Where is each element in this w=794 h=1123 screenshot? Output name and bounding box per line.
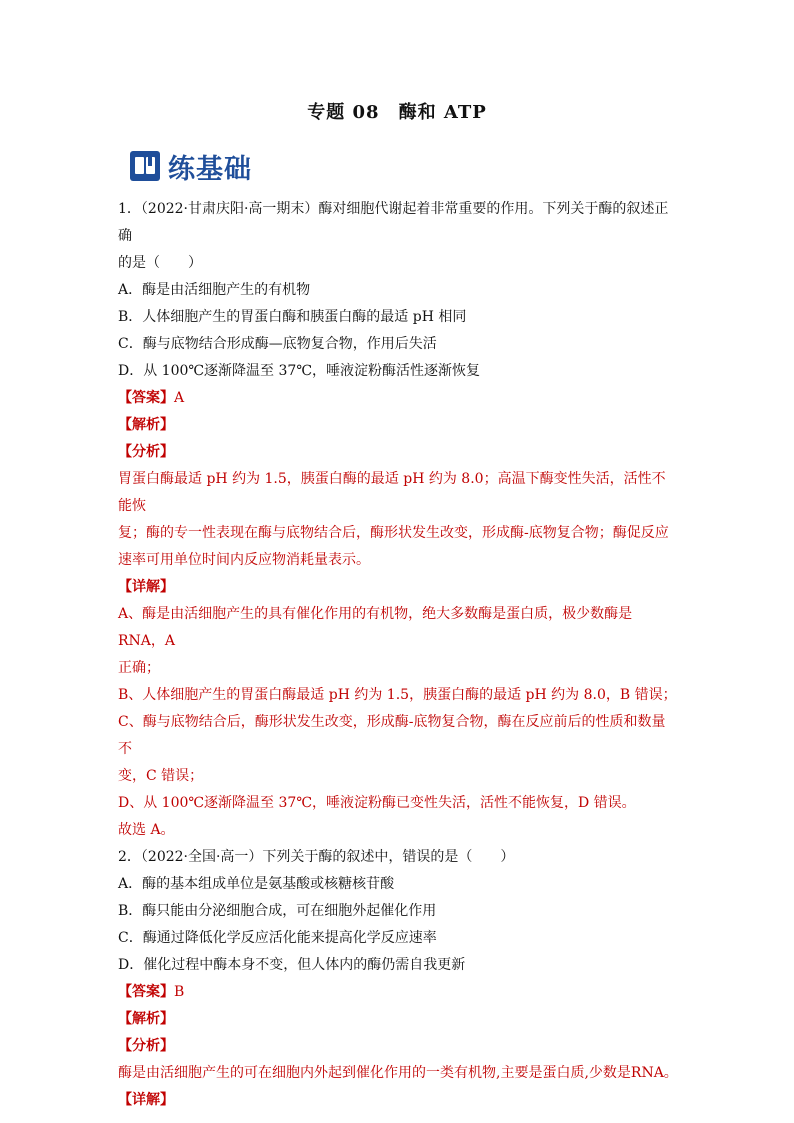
section-label: 练基础: [168, 153, 252, 185]
option-a: A．酶的基本组成单位是氨基酸或核糖核苷酸: [118, 876, 395, 892]
fenxi-line: [118, 1033, 678, 1060]
fenxi-tag: 【分析】: [118, 1038, 174, 1054]
answer-line: [118, 385, 678, 412]
detail-tag: 【详解】: [118, 1092, 174, 1108]
detail-text: C、酶与底物结合后，酶形状发生改变，形成酶-底物复合物，酶在反应前后的性质和数量不: [118, 714, 666, 757]
option-d: D．催化过程中酶本身不变，但人体内的酶仍需自我更新: [118, 957, 466, 973]
option-a: A．酶是由活细胞产生的有机物: [118, 282, 311, 298]
answer-tag: 【答案】: [118, 984, 174, 1000]
answer-value: B: [174, 984, 185, 1000]
analysis-tag: 【解析】: [118, 417, 174, 433]
book-icon: [130, 151, 160, 181]
answer-value: A: [174, 390, 185, 406]
fenxi-text: 速率可用单位时间内反应物消耗量表示。: [118, 552, 370, 568]
detail-tag: 【详解】: [118, 579, 174, 595]
fenxi-line: [118, 439, 678, 466]
question-2: [118, 844, 678, 1114]
question-1: [118, 196, 678, 844]
fenxi-text: 胃蛋白酶最适 pH 约为 1.5，胰蛋白酶的最适 pH 约为 8.0；高温下酶变性失活，活性不能恢: [118, 471, 666, 514]
answer-line: [118, 979, 678, 1006]
detail-text: 变，C 错误；: [118, 768, 204, 784]
fenxi-text: 酶是由活细胞产生的可在细胞内外起到催化作用的一类有机物,主要是蛋白质,少数是RNA。: [118, 1065, 678, 1081]
option-c: C．酶与底物结合形成酶—底物复合物，作用后失活: [118, 336, 437, 352]
analysis-line: [118, 412, 678, 439]
detail-text: A、酶是由活细胞产生的具有催化作用的有机物，绝大多数酶是蛋白质，极少数酶是 RNA，A: [118, 606, 633, 649]
option-b: B．酶只能由分泌细胞合成，可在细胞外起催化作用: [118, 903, 437, 919]
detail-line: [118, 1087, 678, 1114]
fenxi-text: 复；酶的专一性表现在酶与底物结合后，酶形状发生改变，形成酶-底物复合物；酶促反应: [118, 525, 669, 541]
fenxi-tag: 【分析】: [118, 444, 174, 460]
option-d: D．从 100℃逐渐降温至 37℃，唾液淀粉酶活性逐渐恢复: [118, 363, 480, 379]
option-c: C．酶通过降低化学反应活化能来提高化学反应速率: [118, 930, 437, 946]
conclusion-text: 故选 A。: [118, 822, 175, 838]
question-stem: 1．（2022·甘肃庆阳·高一期末）酶对细胞代谢起着非常重要的作用。下列关于酶的叙述正确: [118, 201, 669, 244]
document-body: [118, 196, 678, 1114]
document-title: 专题 08 酶和 ATP: [307, 102, 487, 123]
option-b: B．人体细胞产生的胃蛋白酶和胰蛋白酶的最适 pH 相同: [118, 309, 467, 325]
answer-tag: 【答案】: [118, 390, 174, 406]
detail-text: 正确；: [118, 660, 160, 676]
question-stem: 的是（ ）: [118, 255, 202, 271]
detail-text: B、人体细胞产生的胃蛋白酶最适 pH 约为 1.5，胰蛋白酶的最适 pH 约为 8.0，B 错误；: [118, 687, 677, 703]
detail-line: [118, 574, 678, 601]
analysis-tag: 【解析】: [118, 1011, 174, 1027]
detail-text: D、从 100℃逐渐降温至 37℃，唾液淀粉酶已变性失活，活性不能恢复，D 错误。: [118, 795, 636, 811]
question-stem: 2．（2022·全国·高一）下列关于酶的叙述中，错误的是（ ）: [118, 849, 515, 865]
analysis-line: [118, 1006, 678, 1033]
section-banner: [130, 146, 252, 186]
